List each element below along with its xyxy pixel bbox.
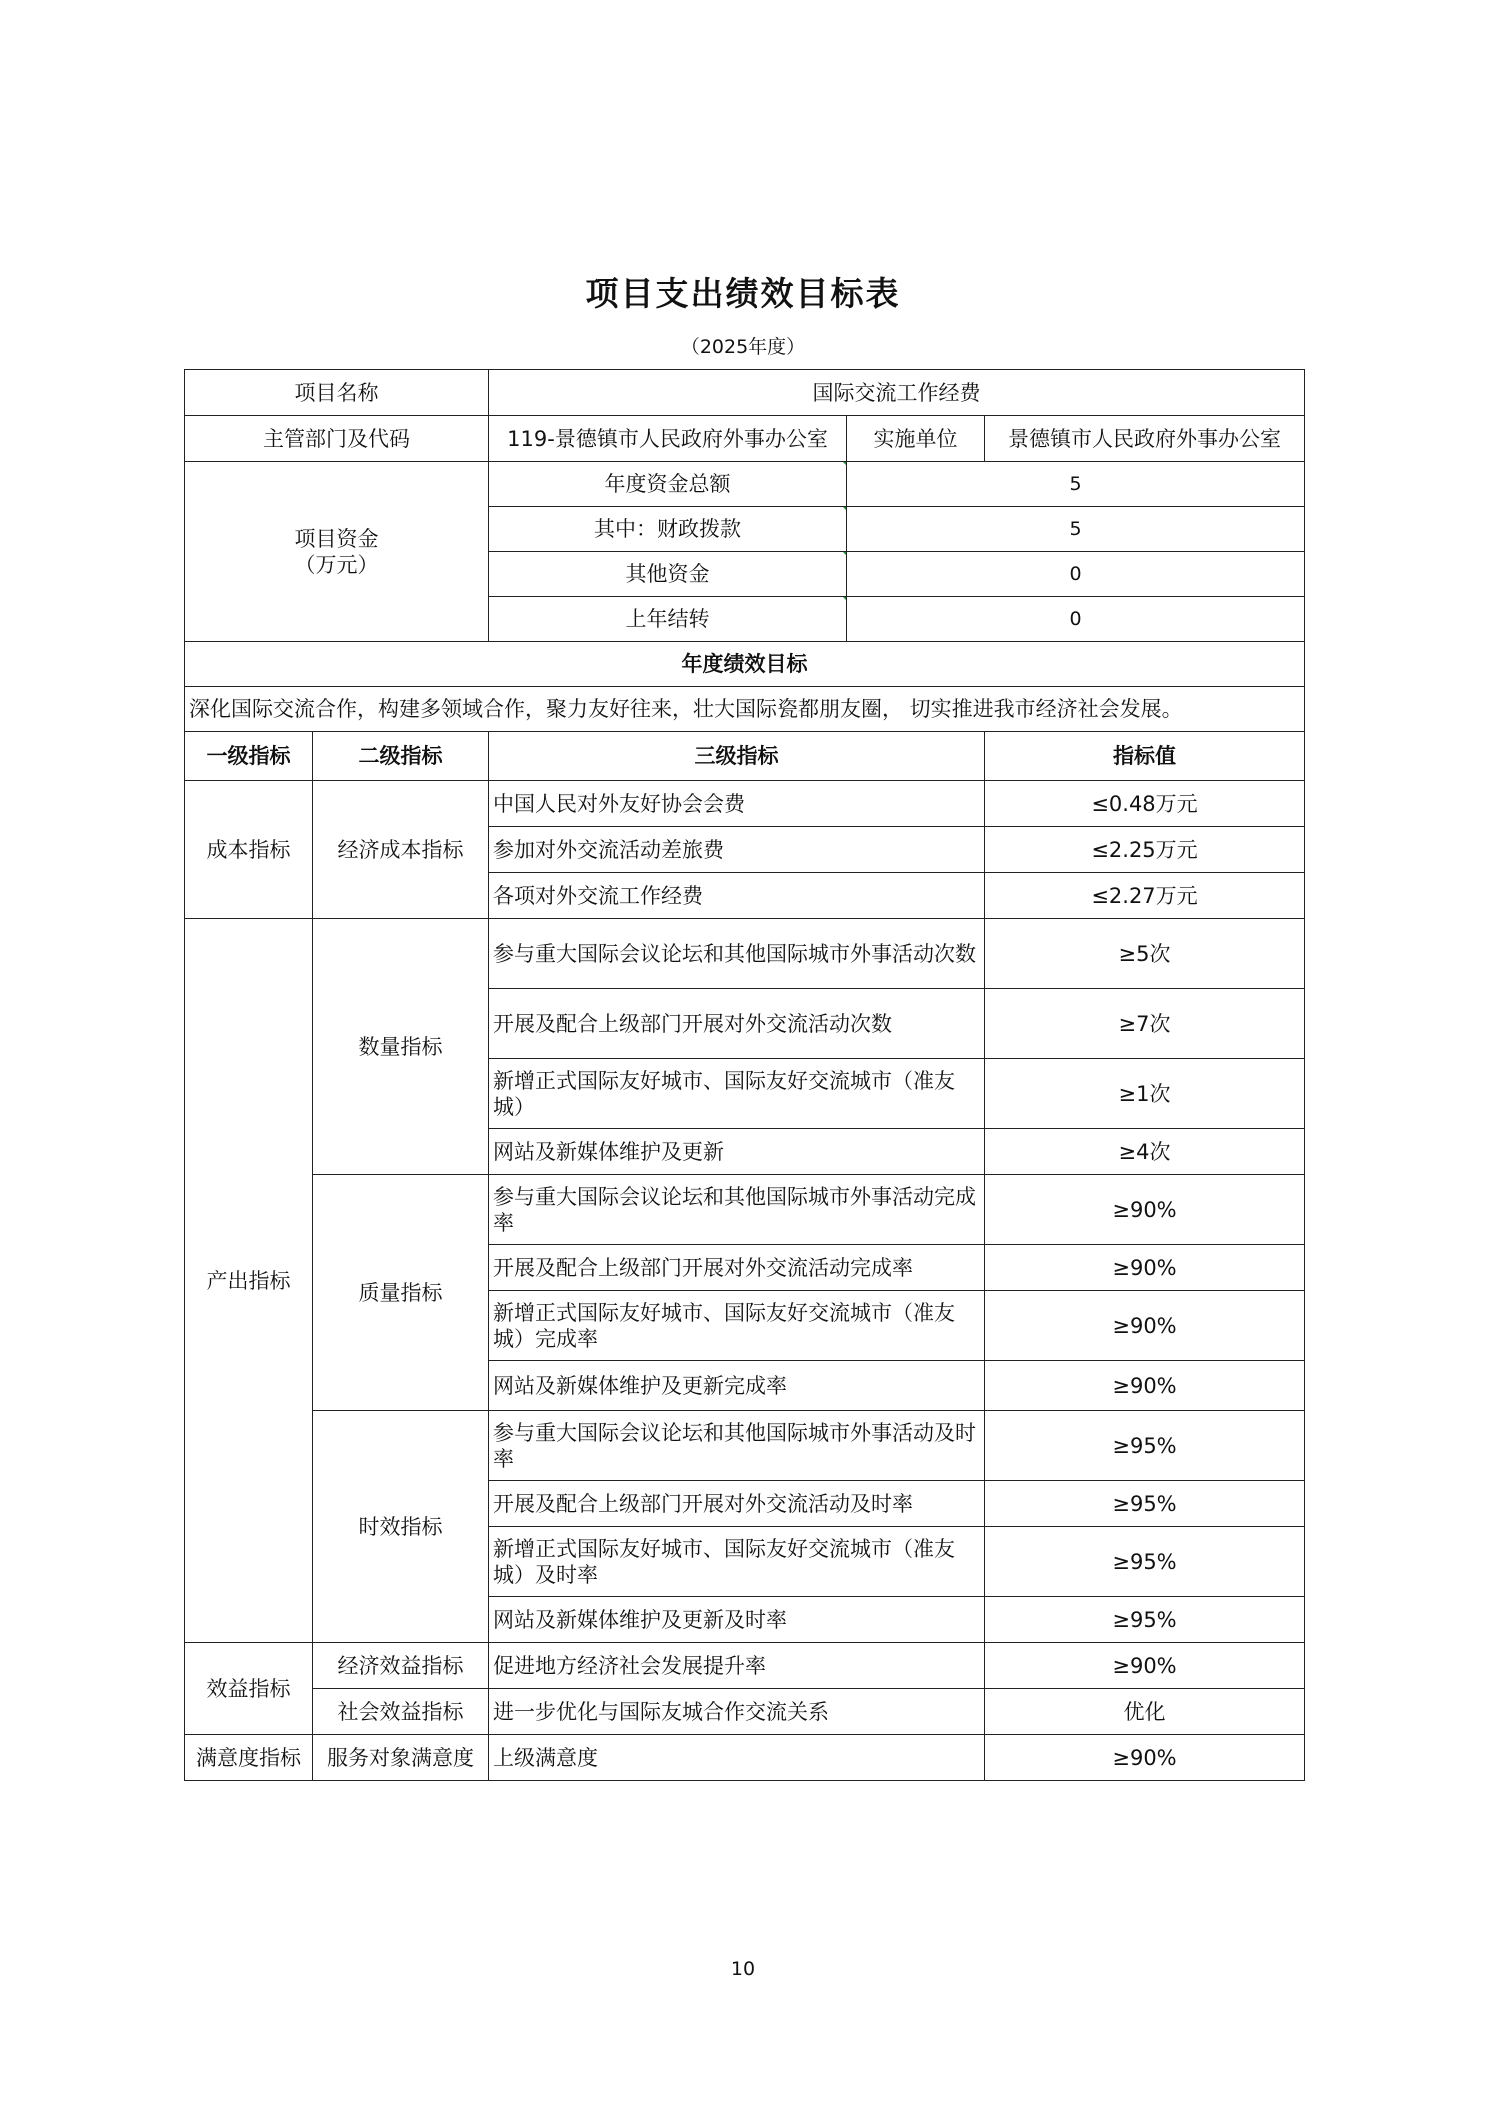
quantity-indicator-level2: 数量指标 <box>313 919 489 1175</box>
indicator-value: ≥90% <box>985 1643 1305 1689</box>
department-row <box>185 416 1305 462</box>
indicator-name: 进一步优化与国际友城合作交流关系 <box>489 1689 985 1735</box>
indicator-name: 促进地方经济社会发展提升率 <box>489 1643 985 1689</box>
page-title: 项目支出绩效目标表 <box>585 274 901 313</box>
indicator-value: ≥90% <box>985 1361 1305 1411</box>
annual-goal-heading: 年度绩效目标 <box>185 642 1305 687</box>
fund-row <box>185 462 1305 507</box>
indicator-name: 新增正式国际友好城市、国际友好交流城市（准友城）及时率 <box>489 1527 985 1597</box>
fund-label: 其中：财政拨款 <box>489 507 847 552</box>
indicator-name: 开展及配合上级部门开展对外交流活动及时率 <box>489 1481 985 1527</box>
header-level1: 一级指标 <box>185 732 313 781</box>
table-row <box>185 1175 1305 1245</box>
social-benefit-level2: 社会效益指标 <box>313 1689 489 1735</box>
header-value: 指标值 <box>985 732 1305 781</box>
project-funds-label-line2: （万元） <box>294 552 379 577</box>
indicator-value: ≤0.48万元 <box>985 781 1305 827</box>
annual-goal-text: 深化国际交流合作，构建多领域合作，聚力友好往来，壮大国际瓷都朋友圈， 切实推进我市经济社会发展。 <box>185 687 1305 732</box>
fund-value: 5 <box>847 462 1305 507</box>
department-label: 主管部门及代码 <box>185 416 489 462</box>
project-name-label: 项目名称 <box>185 370 489 416</box>
satisfaction-indicator-level1: 满意度指标 <box>185 1735 313 1781</box>
indicator-name: 各项对外交流工作经费 <box>489 873 985 919</box>
table-row <box>185 1643 1305 1689</box>
indicator-value: ≥90% <box>985 1291 1305 1361</box>
indicator-name: 新增正式国际友好城市、国际友好交流城市（准友城） <box>489 1059 985 1129</box>
indicator-name: 中国人民对外友好协会会费 <box>489 781 985 827</box>
header-level2: 二级指标 <box>313 732 489 781</box>
annual-goal-text-row <box>185 687 1305 732</box>
indicator-value: ≥95% <box>985 1411 1305 1481</box>
indicator-value: 优化 <box>985 1689 1305 1735</box>
indicator-name: 网站及新媒体维护及更新 <box>489 1129 985 1175</box>
indicator-name: 开展及配合上级部门开展对外交流活动完成率 <box>489 1245 985 1291</box>
indicator-name: 参加对外交流活动差旅费 <box>489 827 985 873</box>
project-name-row <box>185 370 1305 416</box>
indicator-value: ≥7次 <box>985 989 1305 1059</box>
indicator-name: 参与重大国际会议论坛和其他国际城市外事活动次数 <box>489 919 985 989</box>
indicator-value: ≥95% <box>985 1597 1305 1643</box>
project-funds-label-line1: 项目资金 <box>294 526 379 551</box>
implementing-unit-value: 景德镇市人民政府外事办公室 <box>985 416 1305 462</box>
page-number: 10 <box>730 1958 756 1980</box>
economic-benefit-level2: 经济效益指标 <box>313 1643 489 1689</box>
fiscal-year: （2025年度） <box>680 336 806 358</box>
indicator-value: ≥90% <box>985 1175 1305 1245</box>
indicator-name: 开展及配合上级部门开展对外交流活动次数 <box>489 989 985 1059</box>
satisfaction-indicator-level2: 服务对象满意度 <box>313 1735 489 1781</box>
indicator-name: 网站及新媒体维护及更新完成率 <box>489 1361 985 1411</box>
benefit-indicator-level1: 效益指标 <box>185 1643 313 1735</box>
annual-goal-heading-row <box>185 642 1305 687</box>
indicator-value: ≥90% <box>985 1245 1305 1291</box>
indicator-name: 新增正式国际友好城市、国际友好交流城市（准友城）完成率 <box>489 1291 985 1361</box>
indicator-name: 参与重大国际会议论坛和其他国际城市外事活动完成率 <box>489 1175 985 1245</box>
table-row <box>185 1411 1305 1481</box>
table-row <box>185 919 1305 989</box>
indicator-value: ≥5次 <box>985 919 1305 989</box>
output-indicator-level1: 产出指标 <box>185 919 313 1643</box>
fund-label: 年度资金总额 <box>489 462 847 507</box>
indicator-value: ≥90% <box>985 1735 1305 1781</box>
department-value: 119-景德镇市人民政府外事办公室 <box>489 416 847 462</box>
cost-indicator-level2: 经济成本指标 <box>313 781 489 919</box>
indicator-value: ≥4次 <box>985 1129 1305 1175</box>
indicator-header-row <box>185 732 1305 781</box>
table-row <box>185 1689 1305 1735</box>
implementing-unit-label: 实施单位 <box>847 416 985 462</box>
fund-value: 0 <box>847 552 1305 597</box>
fund-value: 0 <box>847 597 1305 642</box>
indicator-value: ≥1次 <box>985 1059 1305 1129</box>
table-row <box>185 1735 1305 1781</box>
project-funds-label <box>185 462 489 642</box>
indicator-name: 上级满意度 <box>489 1735 985 1781</box>
project-name-value: 国际交流工作经费 <box>489 370 1305 416</box>
indicator-value: ≥95% <box>985 1527 1305 1597</box>
indicator-value: ≤2.27万元 <box>985 873 1305 919</box>
indicator-name: 网站及新媒体维护及更新及时率 <box>489 1597 985 1643</box>
indicator-name: 参与重大国际会议论坛和其他国际城市外事活动及时率 <box>489 1411 985 1481</box>
table-row <box>185 781 1305 827</box>
fund-label: 上年结转 <box>489 597 847 642</box>
performance-target-table <box>184 369 1305 1781</box>
fund-label: 其他资金 <box>489 552 847 597</box>
header-level3: 三级指标 <box>489 732 985 781</box>
cost-indicator-level1: 成本指标 <box>185 781 313 919</box>
indicator-value: ≤2.25万元 <box>985 827 1305 873</box>
fund-value: 5 <box>847 507 1305 552</box>
indicator-value: ≥95% <box>985 1481 1305 1527</box>
quality-indicator-level2: 质量指标 <box>313 1175 489 1411</box>
timeliness-indicator-level2: 时效指标 <box>313 1411 489 1643</box>
